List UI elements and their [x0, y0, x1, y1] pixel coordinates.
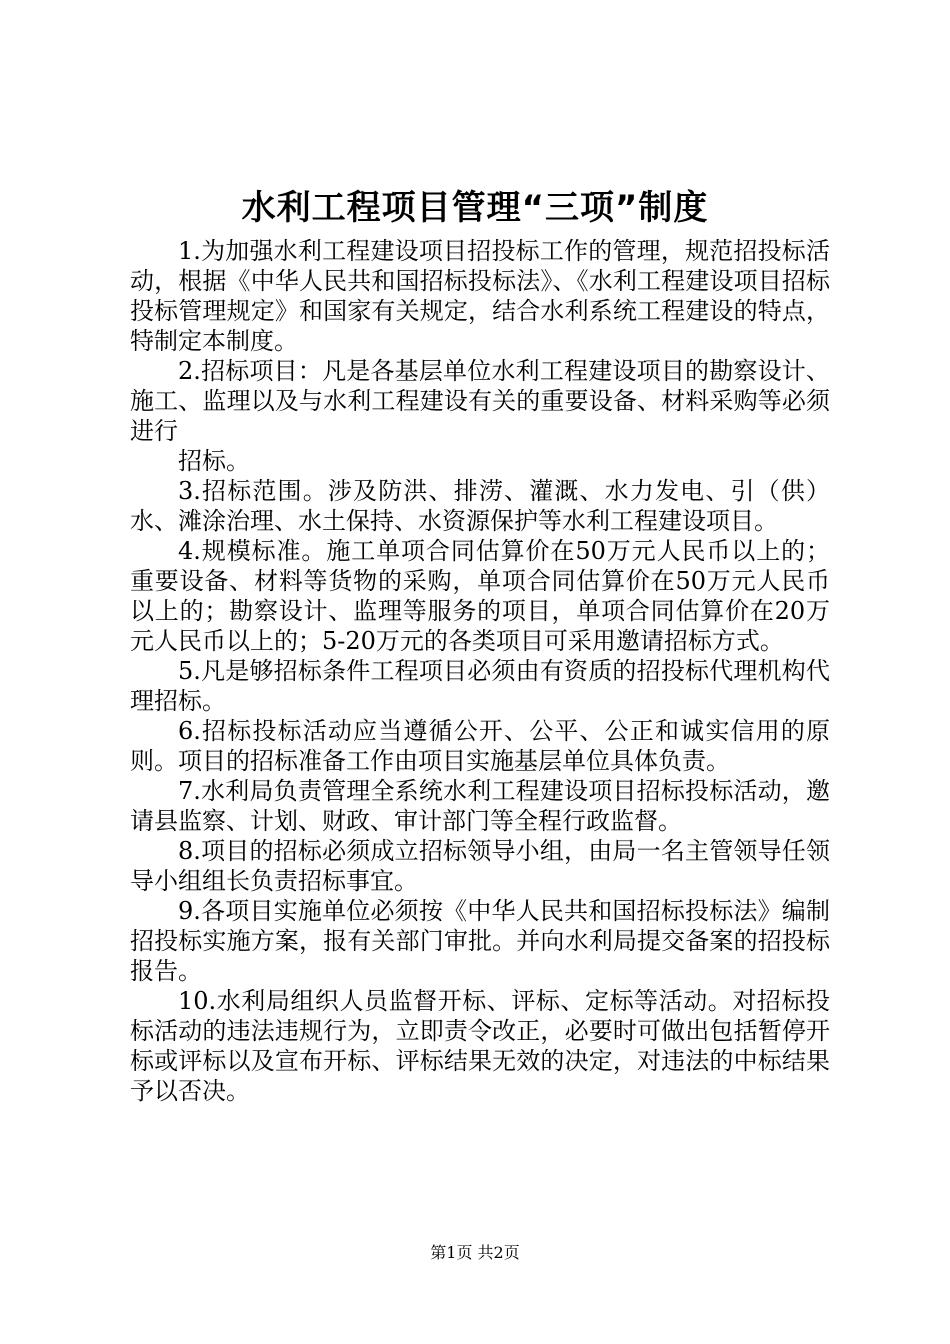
paragraph-3: 3.招标范围。涉及防洪、排涝、灌溉、水力发电、引（供）水、滩涂治理、水土保持、水资源保护等水利工程建设项目。	[130, 477, 830, 535]
paragraph-5: 5.凡是够招标条件工程项目必须由有资质的招投标代理机构代理招标。	[130, 657, 830, 715]
paragraph-2: 2.招标项目：凡是各基层单位水利工程建设项目的勘察设计、施工、监理以及与水利工程建设有关的重要设备、材料采购等必须进行	[130, 357, 830, 445]
paragraph-6: 6.招标投标活动应当遵循公开、公平、公正和诚实信用的原则。项目的招标准备工作由项目实施基层单位具体负责。	[130, 717, 830, 775]
paragraph-1: 1.为加强水利工程建设项目招投标工作的管理，规范招投标活动，根据《中华人民共和国招标投标法》、《水利工程建设项目招标投标管理规定》和国家有关规定，结合水利系统工程建设的特点，特制定本制度。	[130, 237, 830, 355]
paragraph-9: 9.各项目实施单位必须按《中华人民共和国招标投标法》编制招投标实施方案，报有关部门审批。并向水利局提交备案的招投标报告。	[130, 897, 830, 985]
paragraph-8: 8.项目的招标必须成立招标领导小组，由局一名主管领导任领导小组组长负责招标事宜。	[130, 837, 830, 895]
paragraph-7: 7.水利局负责管理全系统水利工程建设项目招标投标活动，邀请县监察、计划、财政、审计部门等全程行政监督。	[130, 777, 830, 835]
page-number-footer: 第1页 共2页	[430, 1243, 520, 1262]
document-title: 水利工程项目管理“三项”制度	[241, 188, 709, 228]
paragraph-4: 4.规模标准。施工单项合同估算价在50万元人民币以上的；重要设备、材料等货物的采购，单项合同估算价在50万元人民币以上的；勘察设计、监理等服务的项目，单项合同估算价在20万元人民币以上的；5-20万元的各类项目可采用邀请招标方式。	[130, 537, 830, 655]
paragraph-2-continuation: 招标。	[178, 447, 250, 475]
document-body	[130, 236, 830, 1106]
paragraph-10: 10.水利局组织人员监督开标、评标、定标等活动。对招标投标活动的违法违规行为，立即责令改正，必要时可做出包括暂停开标或评标以及宣布开标、评标结果无效的决定，对违法的中标结果予以否决。	[130, 987, 830, 1105]
